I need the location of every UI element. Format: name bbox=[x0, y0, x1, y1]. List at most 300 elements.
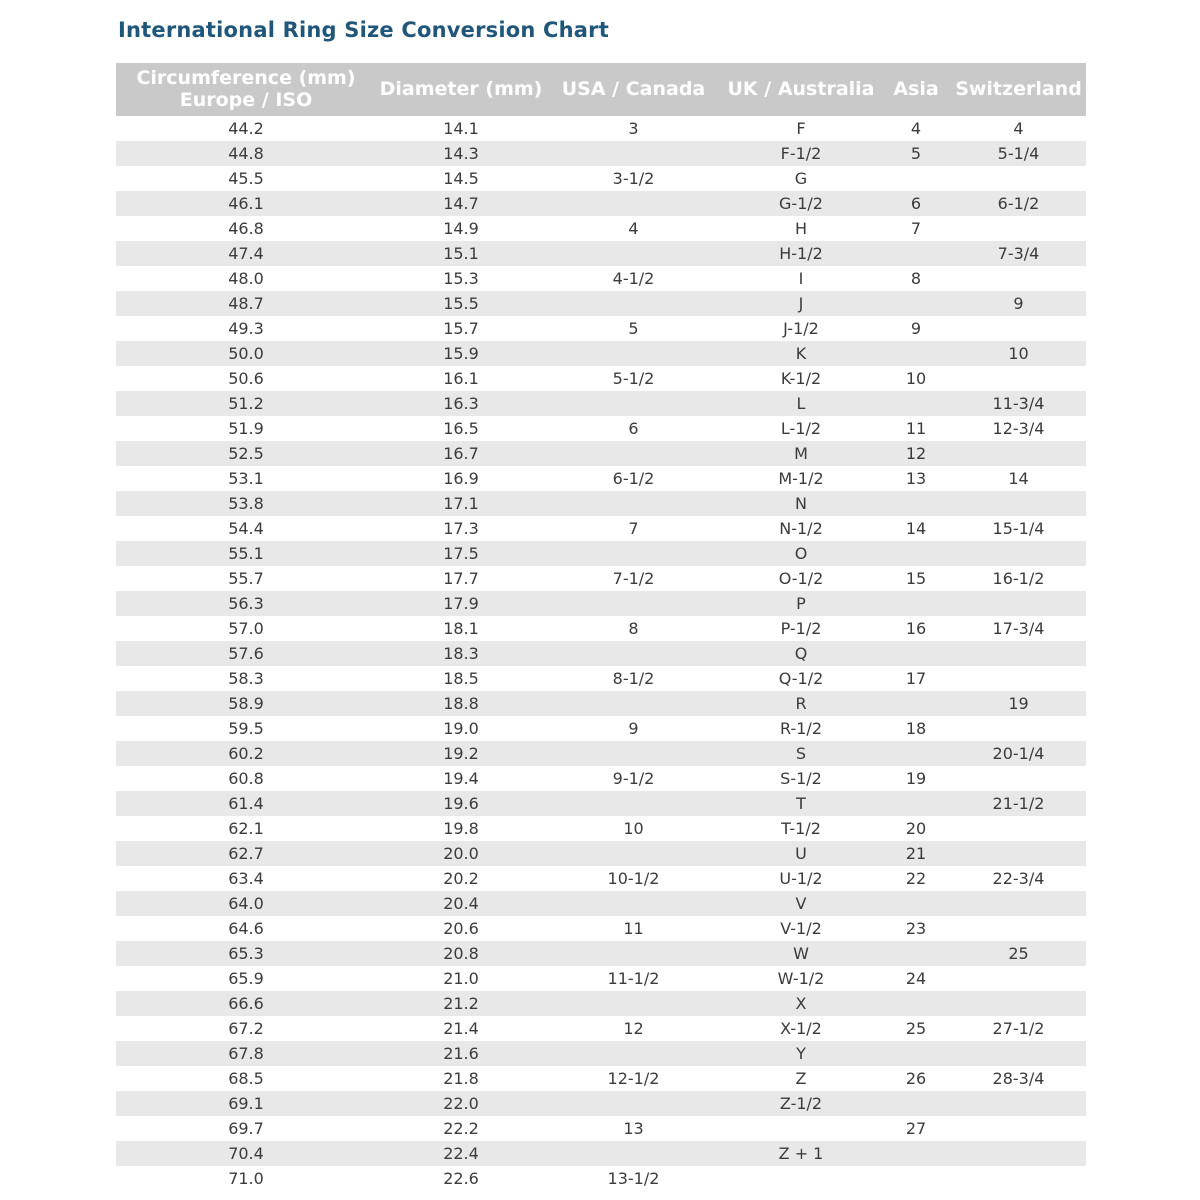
table-cell: 4-1/2 bbox=[612, 268, 655, 288]
table-cell: 67.2 bbox=[228, 1018, 264, 1038]
table-row bbox=[116, 766, 1086, 791]
table-cell: 14 bbox=[1008, 468, 1029, 488]
table-cell: S-1/2 bbox=[780, 768, 822, 788]
table-cell: 20.8 bbox=[443, 943, 479, 963]
table-cell bbox=[951, 916, 1086, 941]
table-cell: 53.8 bbox=[228, 493, 264, 513]
table-cell: Q-1/2 bbox=[778, 668, 824, 688]
table-cell bbox=[546, 441, 721, 466]
table-row bbox=[116, 816, 1086, 841]
column-header-line: Diameter (mm) bbox=[379, 78, 543, 101]
header-row bbox=[116, 63, 1086, 116]
column-header-line: Circumference (mm) bbox=[136, 67, 356, 89]
table-cell: 17.5 bbox=[443, 543, 479, 563]
table-cell: 22.6 bbox=[443, 1168, 479, 1188]
table-cell: 12-3/4 bbox=[992, 418, 1045, 438]
table-row bbox=[116, 991, 1086, 1016]
table-cell bbox=[951, 716, 1086, 741]
table-cell: 18.8 bbox=[443, 693, 479, 713]
table-cell: 62.7 bbox=[228, 843, 264, 863]
table-cell bbox=[546, 691, 721, 716]
table-cell: M-1/2 bbox=[778, 468, 824, 488]
table-cell: 66.6 bbox=[228, 993, 264, 1013]
column-header-uk-australia bbox=[721, 63, 881, 116]
column-header-asia bbox=[881, 63, 951, 116]
table-cell: 20.0 bbox=[443, 843, 479, 863]
table-cell bbox=[546, 791, 721, 816]
table-cell: 16.7 bbox=[443, 443, 479, 463]
table-cell: 8 bbox=[910, 268, 922, 288]
table-cell: 61.4 bbox=[228, 793, 264, 813]
table-cell: 14 bbox=[905, 518, 927, 538]
table-cell: 46.8 bbox=[228, 218, 264, 238]
table-header bbox=[116, 63, 1086, 116]
table-cell: 11 bbox=[905, 418, 927, 438]
table-cell bbox=[881, 1041, 951, 1066]
column-header-line: Switzerland bbox=[955, 78, 1082, 101]
table-row bbox=[116, 191, 1086, 216]
table-cell: 12 bbox=[905, 443, 927, 463]
table-cell bbox=[951, 1166, 1086, 1191]
table-row bbox=[116, 891, 1086, 916]
table-row bbox=[116, 1091, 1086, 1116]
table-cell: U-1/2 bbox=[779, 868, 823, 888]
table-cell bbox=[881, 1141, 951, 1166]
table-row bbox=[116, 591, 1086, 616]
table-cell: X bbox=[795, 993, 807, 1013]
table-cell bbox=[546, 1141, 721, 1166]
table-cell: 5 bbox=[628, 318, 639, 338]
table-cell: 7 bbox=[628, 518, 639, 538]
table-row bbox=[116, 466, 1086, 491]
table-cell bbox=[951, 666, 1086, 691]
table-cell: 17-3/4 bbox=[992, 618, 1045, 638]
table-cell: 58.3 bbox=[228, 668, 264, 688]
table-cell: 50.0 bbox=[228, 343, 264, 363]
table-cell: 21.4 bbox=[443, 1018, 479, 1038]
column-header-line: Asia bbox=[893, 78, 939, 101]
table-cell bbox=[546, 141, 721, 166]
table-cell: 18 bbox=[905, 718, 927, 738]
table-cell bbox=[881, 341, 951, 366]
table-cell: 16.3 bbox=[443, 393, 479, 413]
table-cell bbox=[951, 366, 1086, 391]
table-cell bbox=[951, 891, 1086, 916]
table-cell: 13 bbox=[623, 1118, 644, 1138]
table-cell: 50.6 bbox=[228, 368, 264, 388]
table-cell: 9 bbox=[910, 318, 922, 338]
table-cell: 22-3/4 bbox=[992, 868, 1045, 888]
table-cell: 14.1 bbox=[443, 118, 479, 138]
table-cell: T bbox=[796, 793, 806, 813]
table-cell: 14.5 bbox=[443, 168, 479, 188]
table-cell: 67.8 bbox=[228, 1043, 264, 1063]
table-row bbox=[116, 1166, 1086, 1191]
table-cell: 6 bbox=[910, 193, 922, 213]
table-cell bbox=[546, 991, 721, 1016]
table-cell bbox=[881, 241, 951, 266]
table-cell: 10 bbox=[623, 818, 644, 838]
table-row bbox=[116, 341, 1086, 366]
table-cell: P-1/2 bbox=[780, 618, 822, 638]
table-cell: 21.2 bbox=[443, 993, 479, 1013]
table-cell: 26 bbox=[905, 1068, 927, 1088]
table-row bbox=[116, 666, 1086, 691]
column-header-line: UK / Australia bbox=[727, 78, 875, 101]
table-cell bbox=[881, 1166, 951, 1191]
table-row bbox=[116, 966, 1086, 991]
table-cell: 56.3 bbox=[228, 593, 264, 613]
table-cell: 6 bbox=[628, 418, 639, 438]
table-cell bbox=[721, 1116, 881, 1141]
table-cell bbox=[546, 391, 721, 416]
table-cell: 18.3 bbox=[443, 643, 479, 663]
table-cell bbox=[546, 491, 721, 516]
table-cell: 54.4 bbox=[228, 518, 264, 538]
table-cell: V bbox=[795, 893, 807, 913]
table-cell bbox=[546, 191, 721, 216]
table-cell: 23 bbox=[905, 918, 927, 938]
table-cell: 14.3 bbox=[443, 143, 479, 163]
table-cell bbox=[881, 741, 951, 766]
table-cell bbox=[951, 316, 1086, 341]
table-cell: 48.0 bbox=[228, 268, 264, 288]
table-cell: K-1/2 bbox=[780, 368, 822, 388]
table-cell: 70.4 bbox=[228, 1143, 264, 1163]
table-cell: 15 bbox=[905, 568, 927, 588]
table-cell: K bbox=[795, 343, 807, 363]
table-cell: 24 bbox=[905, 968, 927, 988]
table-row bbox=[116, 1041, 1086, 1066]
table-cell: 10 bbox=[1008, 343, 1029, 363]
table-cell: 10-1/2 bbox=[607, 868, 660, 888]
table-cell: 60.2 bbox=[228, 743, 264, 763]
table-cell: 6-1/2 bbox=[612, 468, 655, 488]
table-cell: 47.4 bbox=[228, 243, 264, 263]
table-cell: 27-1/2 bbox=[992, 1018, 1045, 1038]
table-cell: 25 bbox=[1008, 943, 1029, 963]
table-cell: 15.3 bbox=[443, 268, 479, 288]
table-cell bbox=[951, 1041, 1086, 1066]
table-cell bbox=[881, 541, 951, 566]
table-cell: 51.9 bbox=[228, 418, 264, 438]
table-cell: 20-1/4 bbox=[992, 743, 1045, 763]
table-cell: Z bbox=[795, 1068, 807, 1088]
table-cell: F-1/2 bbox=[780, 143, 822, 163]
table-cell: 18.5 bbox=[443, 668, 479, 688]
table-cell: 17.7 bbox=[443, 568, 479, 588]
table-cell: W-1/2 bbox=[777, 968, 825, 988]
table-cell: 15-1/4 bbox=[992, 518, 1045, 538]
table-cell: 45.5 bbox=[228, 168, 264, 188]
table-cell: 16.9 bbox=[443, 468, 479, 488]
table-cell: 28-3/4 bbox=[992, 1068, 1045, 1088]
table-row bbox=[116, 516, 1086, 541]
table-row bbox=[116, 216, 1086, 241]
table-row bbox=[116, 1141, 1086, 1166]
table-cell: 11 bbox=[623, 918, 644, 938]
table-cell bbox=[546, 541, 721, 566]
table-cell: 9 bbox=[628, 718, 639, 738]
table-row bbox=[116, 541, 1086, 566]
table-cell: 49.3 bbox=[228, 318, 264, 338]
table-cell bbox=[951, 816, 1086, 841]
table-cell: 9-1/2 bbox=[612, 768, 655, 788]
column-header-circumference-europe-iso bbox=[116, 63, 376, 116]
table-cell: 19.2 bbox=[443, 743, 479, 763]
table-row bbox=[116, 416, 1086, 441]
table-row bbox=[116, 1016, 1086, 1041]
table-cell: 19.0 bbox=[443, 718, 479, 738]
table-cell: X-1/2 bbox=[780, 1018, 822, 1038]
table-cell: 19 bbox=[1008, 693, 1029, 713]
table-cell: 8 bbox=[628, 618, 639, 638]
table-cell: N bbox=[795, 493, 807, 513]
table-cell bbox=[951, 1091, 1086, 1116]
table-cell: 5-1/2 bbox=[612, 368, 655, 388]
table-cell: I bbox=[798, 268, 804, 288]
table-cell: 4 bbox=[910, 118, 922, 138]
table-row bbox=[116, 641, 1086, 666]
table-cell bbox=[951, 441, 1086, 466]
table-cell: 64.6 bbox=[228, 918, 264, 938]
table-cell: 16.5 bbox=[443, 418, 479, 438]
table-cell: Z + 1 bbox=[778, 1143, 824, 1163]
table-cell bbox=[951, 266, 1086, 291]
table-cell: 3 bbox=[628, 118, 639, 138]
table-cell bbox=[951, 541, 1086, 566]
table-row bbox=[116, 916, 1086, 941]
table-row bbox=[116, 1066, 1086, 1091]
table-cell: F bbox=[796, 118, 806, 138]
table-cell bbox=[546, 641, 721, 666]
table-row bbox=[116, 716, 1086, 741]
table-cell bbox=[951, 766, 1086, 791]
table-cell: 52.5 bbox=[228, 443, 264, 463]
table-cell: 69.7 bbox=[228, 1118, 264, 1138]
table-cell bbox=[951, 166, 1086, 191]
table-cell bbox=[951, 641, 1086, 666]
table-cell: 57.6 bbox=[228, 643, 264, 663]
table-row bbox=[116, 141, 1086, 166]
table-cell: 9 bbox=[1013, 293, 1024, 313]
table-cell: M bbox=[794, 443, 808, 463]
table-cell bbox=[546, 941, 721, 966]
table-cell bbox=[881, 491, 951, 516]
table-cell: 53.1 bbox=[228, 468, 264, 488]
table-cell: 3-1/2 bbox=[612, 168, 655, 188]
table-cell: 19.8 bbox=[443, 818, 479, 838]
table-cell: 7 bbox=[910, 218, 922, 238]
table-cell bbox=[546, 841, 721, 866]
conversion-table-body bbox=[116, 116, 1086, 1191]
column-header-diameter-mm bbox=[376, 63, 546, 116]
table-cell: V-1/2 bbox=[780, 918, 822, 938]
table-cell: L bbox=[796, 393, 806, 413]
table-cell bbox=[546, 741, 721, 766]
table-cell: Z-1/2 bbox=[779, 1093, 823, 1113]
table-cell: 22.2 bbox=[443, 1118, 479, 1138]
table-cell: P bbox=[796, 593, 806, 613]
table-cell bbox=[881, 291, 951, 316]
table-cell: 21-1/2 bbox=[992, 793, 1045, 813]
table-row bbox=[116, 616, 1086, 641]
ring-size-conversion-table bbox=[116, 63, 1086, 1191]
table-cell: 20 bbox=[905, 818, 927, 838]
table-cell: 60.8 bbox=[228, 768, 264, 788]
table-cell: 13 bbox=[905, 468, 927, 488]
table-cell bbox=[951, 1116, 1086, 1141]
table-cell: 13-1/2 bbox=[607, 1168, 660, 1188]
table-cell: 51.2 bbox=[228, 393, 264, 413]
table-cell bbox=[881, 691, 951, 716]
table-cell bbox=[881, 591, 951, 616]
table-cell: W bbox=[793, 943, 809, 963]
table-cell: 5 bbox=[910, 143, 922, 163]
table-cell: 55.7 bbox=[228, 568, 264, 588]
table-cell: 7-3/4 bbox=[997, 243, 1040, 263]
table-cell: 21.6 bbox=[443, 1043, 479, 1063]
table-cell: 19.6 bbox=[443, 793, 479, 813]
table-cell: Q bbox=[794, 643, 808, 663]
table-cell bbox=[546, 1041, 721, 1066]
table-cell: 19 bbox=[905, 768, 927, 788]
table-cell bbox=[881, 641, 951, 666]
table-cell: 18.1 bbox=[443, 618, 479, 638]
table-cell: 16 bbox=[905, 618, 927, 638]
table-cell: 10 bbox=[905, 368, 927, 388]
table-cell: 22 bbox=[905, 868, 927, 888]
table-cell bbox=[546, 291, 721, 316]
table-cell: R-1/2 bbox=[780, 718, 822, 738]
table-cell: 17.3 bbox=[443, 518, 479, 538]
table-row bbox=[116, 791, 1086, 816]
table-cell bbox=[951, 991, 1086, 1016]
table-cell: 25 bbox=[905, 1018, 927, 1038]
table-cell: 5-1/4 bbox=[997, 143, 1040, 163]
table-cell: 15.7 bbox=[443, 318, 479, 338]
table-cell: 48.7 bbox=[228, 293, 264, 313]
table-cell: 22.0 bbox=[443, 1093, 479, 1113]
table-cell: 27 bbox=[905, 1118, 927, 1138]
table-cell: 17.1 bbox=[443, 493, 479, 513]
table-cell bbox=[951, 216, 1086, 241]
table-cell: 62.1 bbox=[228, 818, 264, 838]
table-cell: 15.1 bbox=[443, 243, 479, 263]
table-cell bbox=[546, 591, 721, 616]
table-cell: 64.0 bbox=[228, 893, 264, 913]
table-row bbox=[116, 316, 1086, 341]
column-header-switzerland bbox=[951, 63, 1086, 116]
table-cell: 4 bbox=[1013, 118, 1024, 138]
table-row bbox=[116, 441, 1086, 466]
table-row bbox=[116, 1116, 1086, 1141]
table-cell: 11-1/2 bbox=[607, 968, 660, 988]
table-cell: 8-1/2 bbox=[612, 668, 655, 688]
table-cell: 65.9 bbox=[228, 968, 264, 988]
table-cell: 12-1/2 bbox=[607, 1068, 660, 1088]
table-cell: 19.4 bbox=[443, 768, 479, 788]
table-row bbox=[116, 166, 1086, 191]
table-cell: 6-1/2 bbox=[997, 193, 1040, 213]
table-cell: 21.0 bbox=[443, 968, 479, 988]
table-cell: 4 bbox=[628, 218, 639, 238]
table-cell: G-1/2 bbox=[779, 193, 823, 213]
table-row bbox=[116, 691, 1086, 716]
table-cell: H-1/2 bbox=[779, 243, 823, 263]
table-cell: G bbox=[794, 168, 808, 188]
table-cell: 69.1 bbox=[228, 1093, 264, 1113]
table-cell: 14.9 bbox=[443, 218, 479, 238]
table-cell: 21.8 bbox=[443, 1068, 479, 1088]
table-cell: Y bbox=[796, 1043, 806, 1063]
table-cell: 7-1/2 bbox=[612, 568, 655, 588]
table-cell: S bbox=[795, 743, 807, 763]
table-cell: U bbox=[795, 843, 807, 863]
table-cell bbox=[546, 1091, 721, 1116]
table-row bbox=[116, 291, 1086, 316]
table-cell: 63.4 bbox=[228, 868, 264, 888]
table-row bbox=[116, 266, 1086, 291]
table-row bbox=[116, 391, 1086, 416]
table-cell bbox=[546, 341, 721, 366]
table-cell bbox=[546, 241, 721, 266]
table-cell bbox=[951, 1141, 1086, 1166]
table-cell: 17 bbox=[905, 668, 927, 688]
table-row bbox=[116, 366, 1086, 391]
table-cell: 20.4 bbox=[443, 893, 479, 913]
table-cell: 55.1 bbox=[228, 543, 264, 563]
table-cell: 11-3/4 bbox=[992, 393, 1045, 413]
table-row bbox=[116, 866, 1086, 891]
table-cell: 20.6 bbox=[443, 918, 479, 938]
table-cell: 15.5 bbox=[443, 293, 479, 313]
table-cell: R bbox=[795, 693, 807, 713]
table-row bbox=[116, 941, 1086, 966]
table-cell: J-1/2 bbox=[783, 318, 819, 338]
table-cell: L-1/2 bbox=[780, 418, 822, 438]
column-header-line: Europe / ISO bbox=[179, 89, 313, 112]
table-cell: 12 bbox=[623, 1018, 644, 1038]
table-cell: 16-1/2 bbox=[992, 568, 1045, 588]
column-header-usa-canada bbox=[546, 63, 721, 116]
table-cell bbox=[951, 841, 1086, 866]
table-cell: J bbox=[798, 293, 804, 313]
table-row bbox=[116, 566, 1086, 591]
table-cell bbox=[881, 891, 951, 916]
table-cell: 44.2 bbox=[228, 118, 264, 138]
table-cell bbox=[881, 791, 951, 816]
table-row bbox=[116, 841, 1086, 866]
table-cell: 57.0 bbox=[228, 618, 264, 638]
table-cell: 14.7 bbox=[443, 193, 479, 213]
table-cell bbox=[951, 491, 1086, 516]
table-cell: 59.5 bbox=[228, 718, 264, 738]
table-row bbox=[116, 491, 1086, 516]
table-cell: 20.2 bbox=[443, 868, 479, 888]
table-cell: 58.9 bbox=[228, 693, 264, 713]
table-cell: 65.3 bbox=[228, 943, 264, 963]
table-cell: 17.9 bbox=[443, 593, 479, 613]
table-cell: O-1/2 bbox=[778, 568, 824, 588]
table-cell bbox=[881, 1091, 951, 1116]
table-cell bbox=[951, 591, 1086, 616]
table-cell bbox=[881, 166, 951, 191]
table-cell: 22.4 bbox=[443, 1143, 479, 1163]
table-cell: 68.5 bbox=[228, 1068, 264, 1088]
table-cell bbox=[881, 941, 951, 966]
table-cell: T-1/2 bbox=[781, 818, 821, 838]
